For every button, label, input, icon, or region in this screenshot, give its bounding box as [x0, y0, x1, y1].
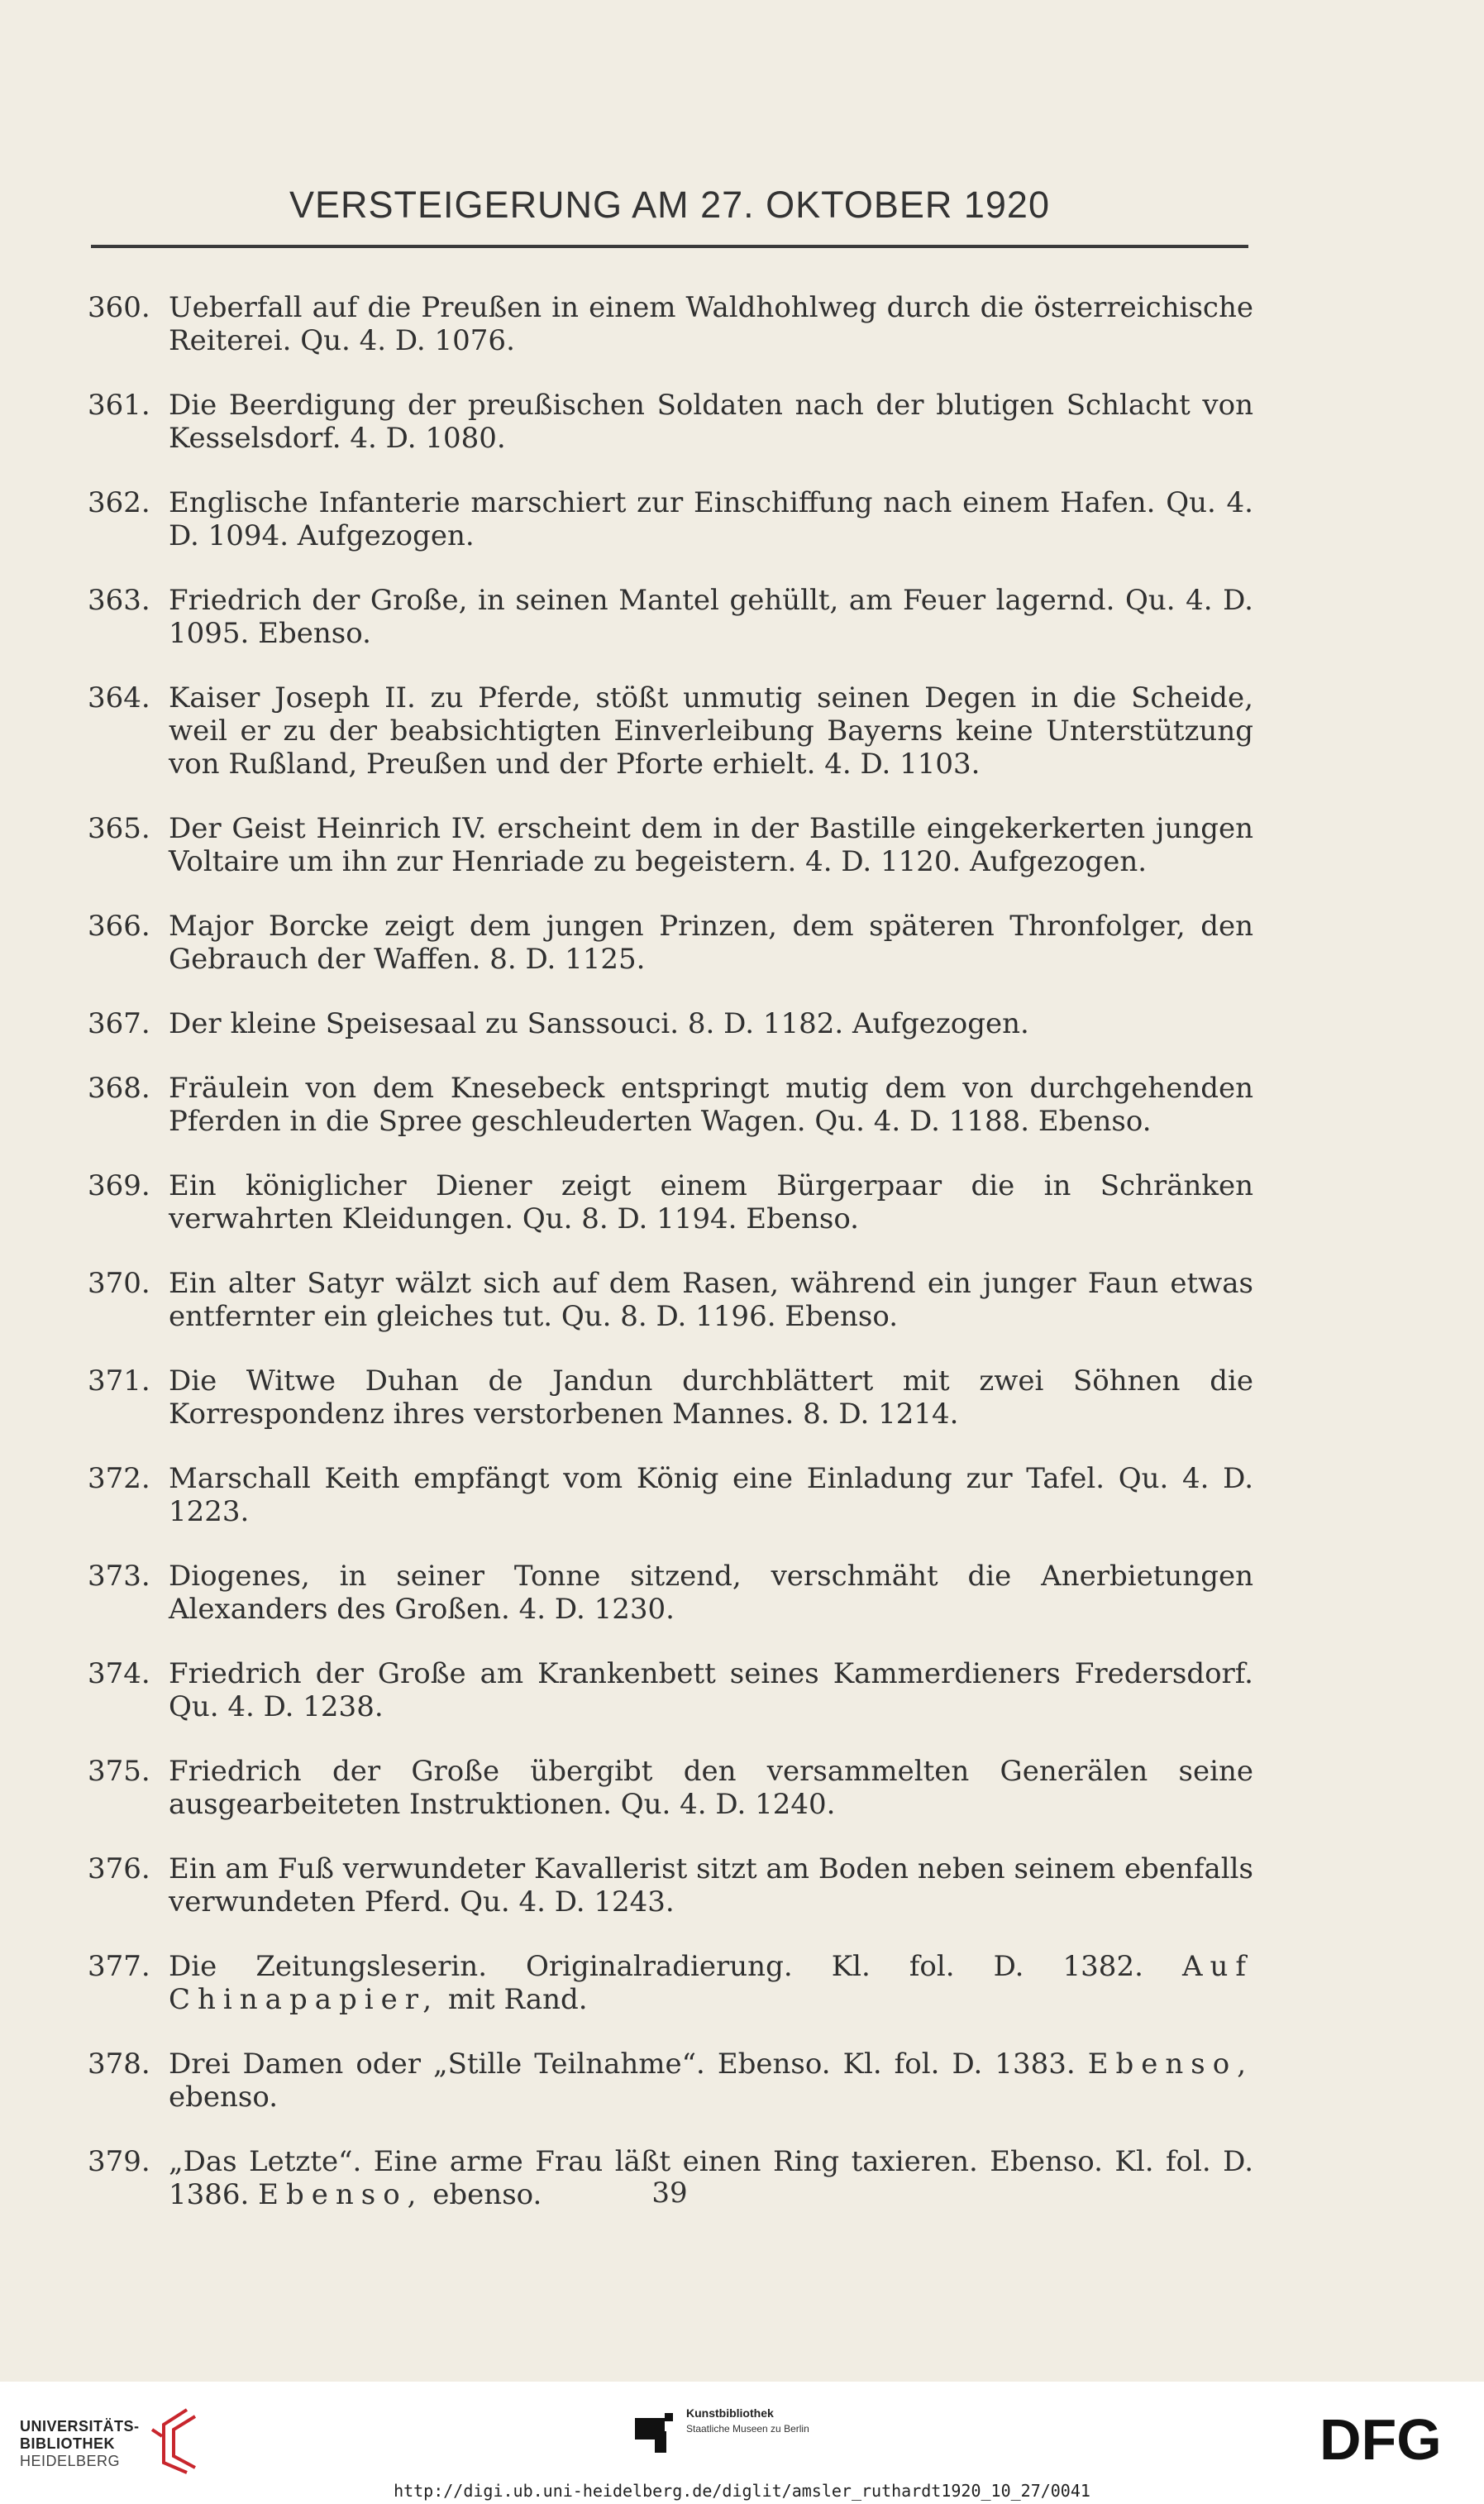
entry-number: 361.	[88, 389, 150, 422]
entry-text: Die Witwe Duhan de Jandun durchblättert mit zwei Söhnen die Korrespondenz ihres verstorbenen Mannes. 8. D. 1214.	[169, 1364, 1253, 1431]
kunstbibliothek-name: Kunstbibliothek	[686, 2406, 774, 2420]
entry-text: Friedrich der Große übergibt den versammelten Generälen seine ausgearbeiteten Instruktionen. Qu. 4. D. 1240.	[169, 1755, 1253, 1821]
catalog-entry-376	[88, 1852, 1253, 1919]
entry-text-spaced: Auf Chinapapier,	[169, 1950, 1253, 2016]
entry-text-tail: ebenso.	[169, 2081, 279, 2114]
catalog-entry-375	[88, 1755, 1253, 1821]
dfg-logo-text: DFG	[1319, 2408, 1442, 2469]
entry-number: 366.	[88, 910, 150, 943]
entry-text-spaced: Ebenso,	[258, 2178, 424, 2211]
entry-text: Diogenes, in seiner Tonne sitzend, verschmäht die Anerbietungen Alexanders des Großen. 4. D. 1230.	[169, 1560, 1253, 1626]
page-number: 39	[651, 2177, 688, 2210]
catalog-entry-370	[88, 1267, 1253, 1333]
entry-text	[169, 1950, 1253, 2016]
entry-number: 378.	[88, 2048, 150, 2081]
entry-number: 371.	[88, 1364, 150, 1398]
entry-text-tail: mit Rand.	[447, 1983, 588, 2016]
permalink-url[interactable]: http://digi.ub.uni-heidelberg.de/diglit/amsler_ruthardt1920_10_27/0041	[394, 2481, 1090, 2501]
entry-number: 375.	[88, 1755, 150, 1788]
page-title: VERSTEIGERUNG AM 27. OKTOBER 1920	[289, 184, 1050, 226]
entry-number: 360.	[88, 291, 150, 324]
entry-number: 374.	[88, 1657, 150, 1690]
catalog-entry-362	[88, 486, 1253, 552]
entry-number: 379.	[88, 2145, 150, 2178]
kunstbibliothek-mark-icon	[635, 2410, 676, 2453]
entry-text: Ein königlicher Diener zeigt einem Bürgerpaar die in Schränken verwahrten Kleidungen. Qu. 8. D. 1194. Ebenso.	[169, 1169, 1253, 1235]
entry-number: 364.	[88, 681, 150, 714]
entry-number: 362.	[88, 486, 150, 519]
viewer-footer	[0, 2382, 1484, 2504]
entry-number: 363.	[88, 584, 150, 617]
catalog-entry-373	[88, 1560, 1253, 1626]
ub-heidelberg-logo[interactable]	[20, 2418, 140, 2470]
entry-text-main: Die Zeitungsleserin. Originalradierung. Kl. fol. D. 1382.	[169, 1950, 1143, 1983]
catalog-entry-369	[88, 1169, 1253, 1235]
catalog-entry-367	[88, 1007, 1253, 1040]
catalog-entry-360	[88, 291, 1253, 357]
entry-number: 377.	[88, 1950, 150, 1983]
entry-text: Marschall Keith empfängt vom König eine Einladung zur Tafel. Qu. 4. D. 1223.	[169, 1462, 1253, 1528]
entry-text: Ueberfall auf die Preußen in einem Waldhohlweg durch die österreichische Reiterei. Qu. 4. D. 1076.	[169, 291, 1253, 357]
catalog-entry-365	[88, 812, 1253, 878]
entry-number: 365.	[88, 812, 150, 845]
catalog-entry-371	[88, 1364, 1253, 1431]
entry-text: Fräulein von dem Knesebeck entspringt mutig dem von durchgehenden Pferden in die Spree geschleuderten Wagen. Qu. 4. D. 1188. Ebenso.	[169, 1072, 1253, 1138]
entry-text: Englische Infanterie marschiert zur Einschiffung nach einem Hafen. Qu. 4. D. 1094. Aufgezogen.	[169, 486, 1253, 552]
ub-logo-line-1: UNIVERSITÄTS-	[20, 2418, 140, 2435]
catalog-entry-361	[88, 389, 1253, 455]
entry-text: Kaiser Joseph II. zu Pferde, stößt unmutig seinen Degen in die Scheide, weil er zu der beabsichtigten Einverleibung Bayerns keine Unterstützung von Rußland, Preußen und der Pforte erhielt. 4. D. 1103.	[169, 681, 1253, 781]
catalog-entry-363	[88, 584, 1253, 650]
entry-number: 367.	[88, 1007, 150, 1040]
catalog-entry-374	[88, 1657, 1253, 1723]
entry-text: Ein alter Satyr wälzt sich auf dem Rasen, während ein junger Faun etwas entfernter ein gleiches tut. Qu. 8. D. 1196. Ebenso.	[169, 1267, 1253, 1333]
entry-text-spaced: Ebenso,	[1087, 2048, 1254, 2081]
entry-text-tail: ebenso.	[432, 2178, 542, 2211]
entry-number: 372.	[88, 1462, 150, 1495]
entry-text: Der kleine Speisesaal zu Sanssouci. 8. D. 1182. Aufgezogen.	[169, 1007, 1029, 1040]
entry-text: Friedrich der Große, in seinen Mantel gehüllt, am Feuer lagernd. Qu. 4. D. 1095. Ebenso.	[169, 584, 1253, 650]
entry-text: Ein am Fuß verwundeter Kavallerist sitzt am Boden neben seinem ebenfalls verwundeten Pferd. Qu. 4. D. 1243.	[169, 1852, 1253, 1919]
catalog-entries	[88, 291, 1253, 2243]
entry-text	[169, 2048, 1253, 2114]
entry-number: 368.	[88, 1072, 150, 1105]
entry-text-main: „Das Letzte“. Eine arme Frau läßt einen Ring taxieren. Ebenso. Kl. fol. D. 1386.	[169, 2145, 1253, 2211]
entry-text: Friedrich der Große am Krankenbett seines Kammerdieners Fredersdorf. Qu. 4. D. 1238.	[169, 1657, 1253, 1723]
entry-number: 369.	[88, 1169, 150, 1202]
title-rule	[91, 245, 1248, 248]
entry-text-main: Drei Damen oder „Stille Teilnahme“. Ebenso. Kl. fol. D. 1383.	[169, 2048, 1076, 2081]
entry-text: Major Borcke zeigt dem jungen Prinzen, dem späteren Thronfolger, den Gebrauch der Waffen. 8. D. 1125.	[169, 910, 1253, 976]
entry-text: Der Geist Heinrich IV. erscheint dem in der Bastille eingekerkerten jungen Voltaire um ihn zur Henriade zu begeistern. 4. D. 1120. Aufgezogen.	[169, 812, 1253, 878]
entry-text: Die Beerdigung der preußischen Soldaten nach der blutigen Schlacht von Kesselsdorf. 4. D. 1080.	[169, 389, 1253, 455]
dfg-logo[interactable]	[1319, 2408, 1460, 2469]
ub-mark-icon	[150, 2405, 203, 2476]
entry-number: 373.	[88, 1560, 150, 1593]
catalog-entry-368	[88, 1072, 1253, 1138]
catalog-entry-377	[88, 1950, 1253, 2016]
kunstbibliothek-subtitle: Staatliche Museen zu Berlin	[686, 2423, 809, 2435]
catalog-entry-366	[88, 910, 1253, 976]
entry-number: 376.	[88, 1852, 150, 1885]
catalog-entry-378	[88, 2048, 1253, 2114]
ub-logo-line-3: HEIDELBERG	[20, 2453, 121, 2469]
catalog-entry-372	[88, 1462, 1253, 1528]
entry-number: 370.	[88, 1267, 150, 1300]
catalog-entry-364	[88, 681, 1253, 781]
ub-logo-line-2: BIBLIOTHEK	[20, 2435, 115, 2452]
